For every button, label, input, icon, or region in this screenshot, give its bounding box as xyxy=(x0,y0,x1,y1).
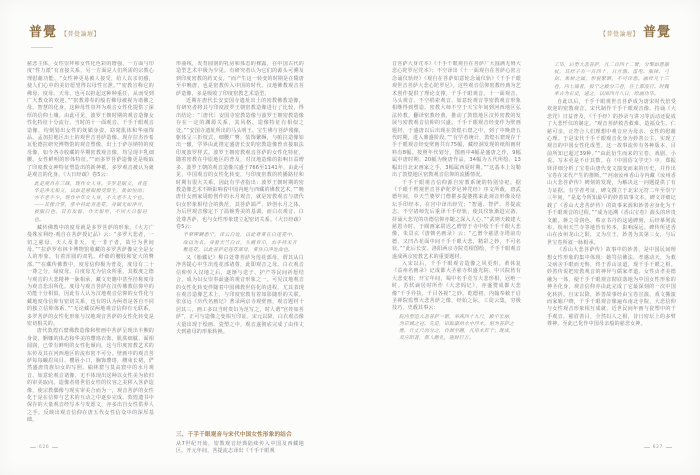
body-paragraph: 从7世纪开始，密教观音经典陆续传入中国及西藏地区。开元年间，菩提流志译出《千手千眼观 xyxy=(176,441,304,455)
page-number-ornament xyxy=(666,447,672,448)
body-paragraph: 形曲线，发育圆润的乳房和体态的裸露，在中国古代的造型艺术中极为少见。有研究者认为它们的源头可溯及到印度密教的药叉女，“而产生这一转变的时期是在隋唐至中晚唐，也是密教传入中国的时代，汉地佛教观音菩萨造像，多是吸收了印度密教艺术造型。 xyxy=(176,61,304,97)
body-paragraph: 慈悲主体，女性崇拜和女性化色彩的增强，一方面与印度“性力派”有直接关系，另一方面是人们所需的宗教心理慰藉功能。“女性神更易被人接受，给人以亲切感，使人们心中的美好愿望得以母性宣泄。”“密教宣称它的佛母、度母、天母，也可以担起这种种重任，从而受到广大教众的欢迎。”“密教尊奉的般若佛母被视为诸佛之母、智慧的化身，这种母性崇拜为观音女性化提供了深厚的信仰土壤。由此可见，波罗王朝时期的观音造像女性化特征十分流行。当时的十一面观音、千手千眼观音造像，均刻划出女性的妩媚身姿、窈窕肌体和华丽饰品。孟加拉地区出土的观世音菩萨造像、现存拉杰沙希瓦伦德拉研究博物馆的观音塑像、出土于萨尔纳特的度母像，如今各寺收藏的早期密教观音像，均呈现丰乳细腰、女性鲜明的形体特征。”“而多罗菩萨造像更是吸取了印度教女神特征塑造出的新神祇，多罗观音被认为就是观音的化身。《大日经疏》卷5云： xyxy=(27,61,154,179)
body-paragraph: 自此以后，千手千眼观世音菩萨成为唐宋时代倍受欢迎的密教观音。宋代制作千手千眼观音像、持诵《大悲咒》日益普及，《千手经》的抄录与讲习等活动还促成了大悲忏仪的制定。“观音菩萨救苦救难、造福众生、仁慈可亲，正符合人们理想中观音应为母亲、女性的慰藉心理。于是宋代千手千眼观音化身为妙善公主，实现了观音的中国女性化成型。这一故事流传有各种版本，目前所知已超过39种。”“由此衍生而来的宝卷、戏剧、小说、写本更是不计其数。在《中国俗文学史》中，郑振铎详细分析了宝卷由唐代变文演变而来的历史，并作出宝卷在宋代产生的推断。”“河南汝州香山寺内藏《汝州香山大悲菩萨传》碑刻的发现，为解决这一问题提供了有力证据。有学者考证，碑文撰立于北宋元符二年至崇宁三年间，“是迄今所知最早的妙善故事文本。碑文详细记载了《香山大悲菩萨传》的故事来源和妙善舍身化为千手千眼观音的过程，”“成为追溯《香山宝卷》源头的珍贵文献。蒋之奇润色、蔡京书丹的这通碑刻，后经摹刻流布，杭州天竺寺等地皆有传本，影响深远。碑传所述香山在汝州龙山之阳，父为庄王，妙善为其第三女，与后世宝卷所叙一脉相承。 xyxy=(547,99,676,246)
forum-tag-left: 【普覺論壇】 xyxy=(61,31,101,38)
journal-brand-right: 普覺 xyxy=(642,25,671,40)
page-number-right-value: 627 xyxy=(652,445,663,450)
forum-tag-right: 【普覺論壇】 xyxy=(599,31,639,38)
header-rule xyxy=(31,47,53,48)
page-number-right xyxy=(644,445,672,450)
text-column-1 xyxy=(27,61,154,455)
scripture-quote: 此是观自在三昧，现作女人身。多罗是眼义，青莲华是净无垢义，以如是慈眼摄受群生，犹如恒雨；亦不老不少，现作中年女人身，不大老不大少也。——其像合掌，掌中持此青莲花，身圆光如净月，被服白色，首有发髻，作天髻形，不同大日髻冠也。 xyxy=(34,181,147,223)
body-paragraph: 音菩萨大身咒本》《千手千眼观自在菩萨广大圆满无碍大悲心陀罗尼咒本》；不空译出《十一面观自在菩萨心密言念诵仪轨经》《观自在菩萨如意轮念诵仪轨》《千手千眼观世音菩萨大悲心陀罗尼》。这些观音信仰密教经典为艺术创作提供了理论支撑，千手千眼观音、十一面观音、马头观音、不空绢索观音、如意轮观音等密教观音形象相继得到塑造。密教大师不空于天宝年间到河西地区弘法传教，翻译密教经典，推动了敦煌地区汉传密教的发展与密教观音信仰的兴盛。千手千眼观音经变作为壁画题材，于盛唐以后出现在敦煌石窟之中，到了中晚唐五代时期，进入鼎盛阶段。”“有学者统计，敦煌石窟现存千手千眼观音经变壁画共有75幅，藏经洞发现的纸绢画材料有8幅。按照年代划分，图画中4幅是盛唐之作，9幅属中唐时期，20幅为晚唐作品，34幅为五代所绘，13幅出自北宋画家之手，3幅属西夏时期。”“这基本上勾勒出了敦煌地区密教观音信仰的流播情况。 xyxy=(392,61,521,179)
body-paragraph: 《香山大悲菩萨传》故事中的妙善，是中国民间理想女性形象的集中体现：她笃信佛法、孝感动天，为救父病舍手眼而无悔，终于香山证道，现千手千眼之相。妙善传说把密教观音的神异与儒家孝道、女性贞孝美德融为一体，使千手千眼观音彻底落地为中国女性形象的神圣化身，观音信仰亦由此完成了它最深刻的一次中国化转折。自宋以降，妙善故事经由宝卷宣演、戏文搬演而家喻户晓，千手千眼观音像遍布南北寺院，大悲信仰与女性观音形象相互成就，近世民间年画与瓷塑中的千手观音，慈眉善目，全然妇人之相，昔日密坛上的多臂尊神，至此已化作中国母亲般的慈悲女神。 xyxy=(547,247,676,328)
right-page-header xyxy=(600,18,671,40)
page-number-left-value: 626 xyxy=(39,445,50,450)
body-paragraph: 入宋以后，千手千眼观音造像之风更炽。黄休复《益州名画录》记成都大圣慈寺炽盛光院、中兴院皆有大悲变相；开宝年间，蜀中名手竞写大悲形相，冠绝一时。苏轼谪居时所作《大悲阁记》，亦盛赞成都大悲像“千手异执，千目各视”之妙。乾德初，内翰奉敕于启圣禅院监塑大悲菩萨之像，经始之际，工徒云集，穷极技巧，史载其事云： xyxy=(392,260,521,312)
page-number-ornament xyxy=(644,447,650,448)
page-number-left xyxy=(30,445,58,450)
journal-brand-left: 普覺 xyxy=(29,25,58,40)
body-paragraph: 近期在唐代长安安国寺遗址出土的密教佛教造像，有研究者将其与印度波罗王朝密教造像进行了比较，得出结论：“〔唐代〕安国寺密教造像与波罗王朝密教造像存在一定的渊源关系，其风格、造像特征有相似之处。”“安国寺遗址所出的马头明王、宝生佛与菩萨残像，躯体呈三折枝式，细腰广臀，装饰繁缛，与帕拉造像如出一辙，学界由此推定盛唐长安的密教造像曾直接取法印度波罗样式。波罗王朝密教观音菩萨的女性化特征，随着密教在中原地区的普及，对汉地造像的影响日益增多。波罗王朝的观音造像兴盛于766至1141年，由此可见，中国观音的女性化转变，与印度密教的传播路径和时期有很大关系。因此有学者指出：波罗王朝时期的密教造像艺术不断影响着中国内地与西藏的佛教艺术。”“晚唐仕女画家周昉创作的水月观音，就是密教观音与唐代妇女形象相结合的典范，其菩萨端严，妙创水月之体，为后世观音像定下了温婉秀美的基调。而白衣观音、白处尊菩萨，也与女性形象建立起密切关系。《大日经疏》卷5云： xyxy=(176,98,304,230)
column-block-group xyxy=(176,61,304,430)
text-column-3 xyxy=(392,61,521,455)
body-paragraph: 藏传佛教中的度母就是多罗菩萨的形象。《大方广曼殊室利经·观自在菩萨授记品》云：“多罗大悲者，一切之慈母，天人及非天，无一非子者，故号为世间母。”“拉萨罗布林卡博物馆收藏的多罗菩萨像完全是女人的形象，有着浑圆的双乳、纤细的腰肢和宽大的臀部。”“在藏传佛教中，度母信仰极为普及，度母有二十一尊之分，绿度母、白度母尤为信众所重，其救度之德与观音的大悲精神一脉相承，藏文史籍中甚至径称度母为观音悲泪所化。度母与观音菩萨在汉传佛教信仰中的功能十分相似，因此有人认为汉地观音信仰的女性化与藏地度母信仰有密切关系，也有的认为两者是各自不同的独立信仰体系。”“无论藏汉两地观音信仰有无联系，多罗菩萨的女性化形象与汉地观音菩萨的女性化转变是密切相关的。 xyxy=(27,224,154,327)
scripture-quote: 工毕，后塑大悲菩萨，凡二百四十二臂，分擎如意器杖，其样子有一百四十，日月旗、雷电、瓶钵、弓剑、果树之属，形貌繁夥，不可详悉。画样凡十三卷，内七铺者，报宁之殿分三卷，任上都流行。时魏率古为长史，进之，以闰四月八日，绘画功毕。 xyxy=(554,63,669,97)
text-column-2 xyxy=(176,61,304,455)
left-page-header xyxy=(29,18,100,40)
text-column-4 xyxy=(547,61,676,455)
body-paragraph: 又《胎藏记》称白处尊菩萨为莲花部母，谓其从白净菩提心中生出莲花部诸尊，此即观音之母。白衣观音信仰传入汉地之后，逐渐与送子、护产等民间祈愿结合，成为妇女崇奉最盛的观音形象之一。可见汉地观音的女性化转变伴随着中国佛教世俗化的进程，尤其表现在观音造像艺术上，与印度密教有着如影随形的关联。张彦远《历代名画记》著录两京寺观壁画，观音题材十居其三，画工多以当时贵妇为范写之，时人谓“宫娃如菩萨”，正可与造像之变相互印证。宋元以降，白衣观音像大量出现于绘画、瓷塑之中，观音遂彻底完成了由伟丈夫到慈母的形象转换。 xyxy=(176,254,304,336)
scripture-quote: 半拏啰嚩悉宁，译云白处，以此尊常在白莲花中，故以为名。身着天竺白衣，头戴青巾，右手持未开敷莲花。以此菩萨是莲花部母，常住白净处故也。 xyxy=(183,233,297,253)
scripture-quote: 院内塑造大悲菩萨一躯，举高四十九尺，殿宇宏丽，为京城之冠。先是，诏取嘉州水中浮木，刻为菩萨之像，计丈尺而分之，自颈至踵，凡用木若干；既成，灵应昭著，都人瞻礼，施财巨万。 xyxy=(399,314,514,342)
page-number-ornament xyxy=(30,447,36,448)
column-block-group xyxy=(176,430,304,455)
page-number-ornament xyxy=(52,447,58,448)
body-paragraph: 千手千眼观音信仰源自密教系统的特别崇祀。据《千眼千臂观世音菩萨陀罗尼神咒经》序文所载，唐武德年间，中天竺婆罗门僧瞿多提婆携来此观音形像及结坛手印经本，在宫中译出经咒；“智通、智俨、菩提流志、不空诸师先后重译千手经轨，使其仪轨渐趋完备，持诵大悲咒的功德信仰亦随之深入人心。”“武则天敕建大慈恩寺时，于阗画家尉迟乙僧曾于寺中绘千手千眼大悲像，朱景玄《唐朝名画录》云：“乙僧今慈恩寺塔前功德，又凹凸花面中间千手千眼大悲，精彩之妙，不可名状。”“此后长安、洛阳两京寺院竞相图绘，千手千眼观音遂成两京密教艺术的重要题材。 xyxy=(392,179,521,260)
body-paragraph: 唐代敦煌石窟佛教造像和壁画中菩萨呈现出丰腴的身姿、婀娜的体态和华美的璎珞衣饰，肌肤细腻、面相圆润，已带有鲜明的女性化倾向，这与印度密教艺术的东传及其在河西地区的流布密不可分。壁画中的观音菩萨每每蛾眉凤目、樱唇小口，胸饰璎珞，腰束长裙，俨然盛唐贵族妇女的写照。榆林窟与莫高窟中的水月观音、如意轮观音诸像，无不体现出这种以女性美为依归的审美取向。造像者将世俗女性的仪容之美移入菩萨造像，使宗教偶像与现实审美合而为一，观音菩萨的女性化于是在信仰与艺术的互动之中逐步完成。敦煌遗书中保存的大量观音经写本与发愿文，亦多出自女性供养人之手，反映出观音信仰在唐五代女性信众中的深厚基础。 xyxy=(27,328,154,424)
section-heading: 三、千手千眼观音与宋代中国女性形象的结合 xyxy=(176,432,292,438)
